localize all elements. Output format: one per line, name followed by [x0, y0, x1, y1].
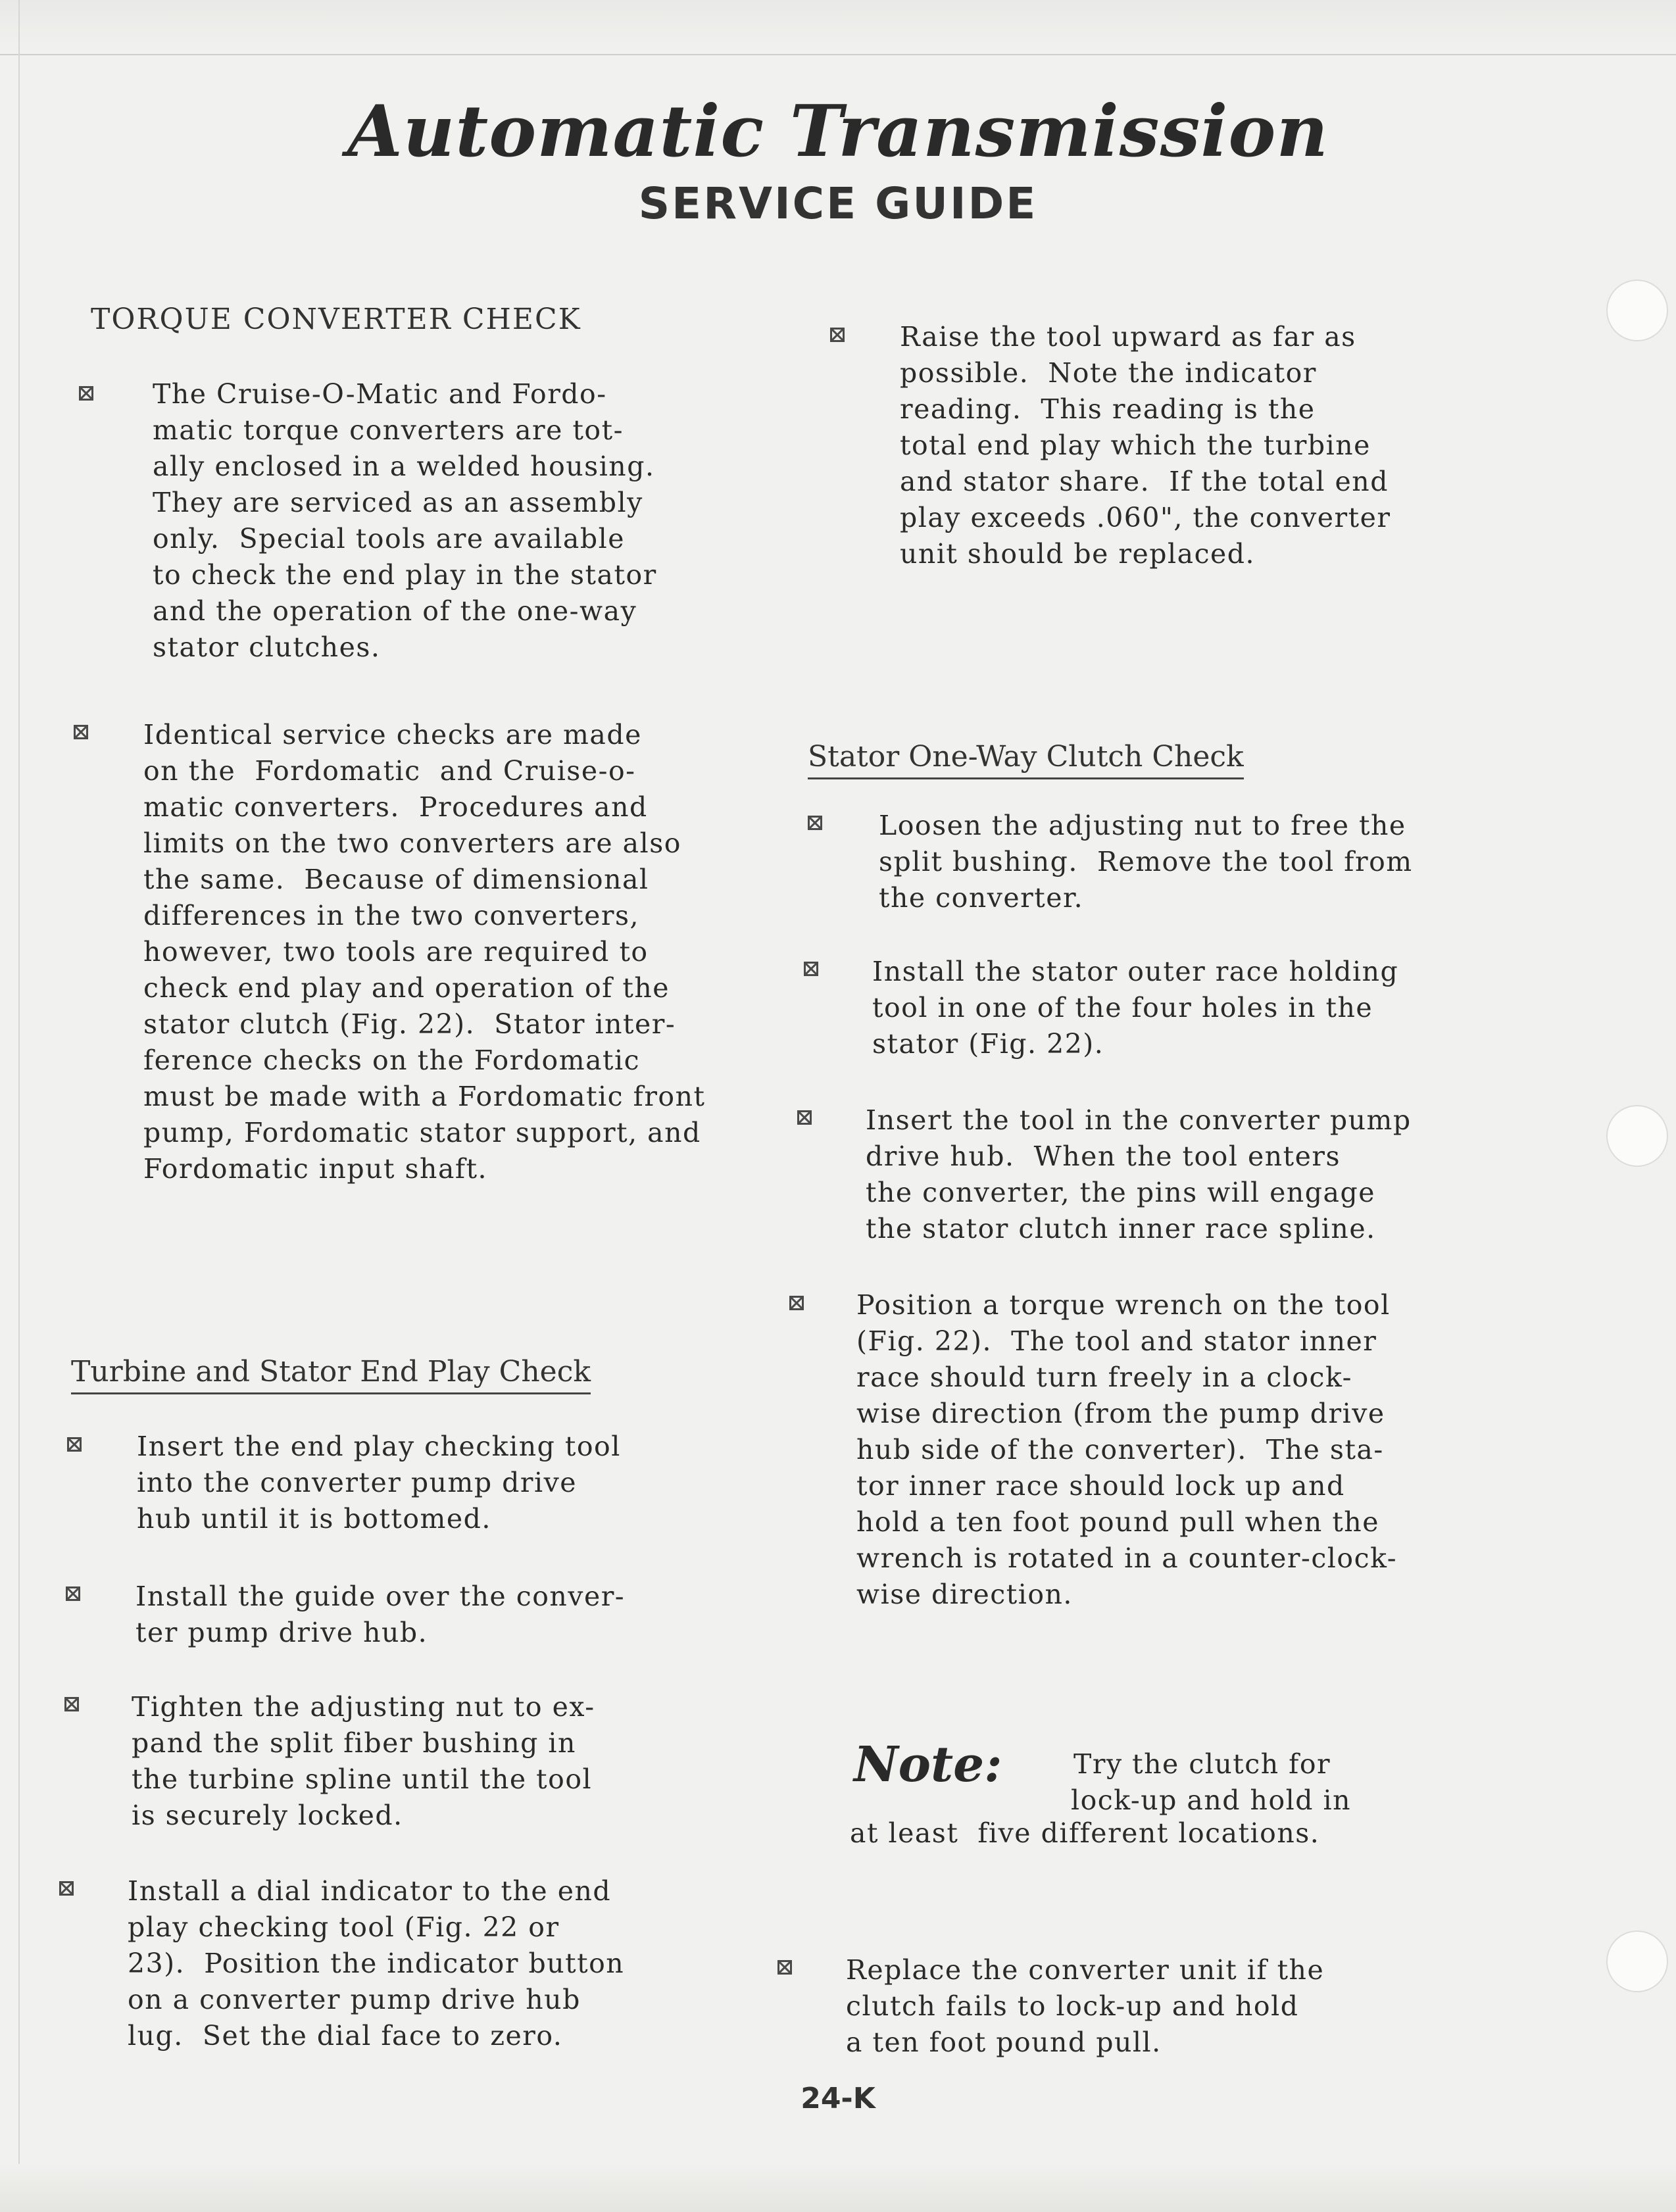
note-text-line-2: lock-up and hold in: [1071, 1784, 1352, 1816]
bullet-marker: [67, 1437, 82, 1452]
paragraph-install-guide: Install the guide over the conver- ter pump drive hub.: [136, 1581, 626, 1648]
bullet-marker: [74, 725, 88, 739]
bullet-marker: [79, 386, 93, 401]
bullet-marker: [804, 962, 818, 976]
binder-hole-bottom: [1606, 1930, 1668, 1992]
page-top-border: [0, 54, 1676, 55]
paragraph-replace-converter: Replace the converter unit if the clutch fails to lock-up and hold a ten foot pound pull.: [846, 1954, 1325, 2058]
bullet-marker: [64, 1697, 79, 1711]
page-bottom-edge: [0, 2164, 1676, 2212]
paragraph-install-holding-tool: Install the stator outer race holding tool in one of the four holes in the stator (Fig. 22).: [872, 956, 1399, 1060]
page-top-edge: [0, 0, 1676, 53]
paragraph-converter-intro: The Cruise-O-Matic and Fordo- matic torque converters are tot- ally enclosed in a welded housing. They are serviced as an assembly only. Special tools are available to check the end play in the stator and the operation of the one-way stator clutches.: [153, 378, 657, 663]
paragraph-position-torque-wrench: Position a torque wrench on the tool (Fig. 22). The tool and stator inner race should turn freely in a clock- wise direction (from the pump drive hub side of the converter). The sta- tor inner race should lock up and hold a ten foot pound pull when the wrench is rotated in a counter-clock- wise direction.: [856, 1289, 1398, 1610]
note-text-line-3: at least five different locations.: [850, 1817, 1320, 1849]
binder-hole-middle: [1606, 1105, 1668, 1167]
section-heading-end-play-check: Turbine and Stator End Play Check: [71, 1355, 591, 1394]
page-left-border: [18, 0, 20, 2212]
paragraph-loosen-nut: Loosen the adjusting nut to free the split bushing. Remove the tool from the converter.: [879, 810, 1413, 914]
note-label: Note:: [854, 1736, 1002, 1793]
bullet-marker: [66, 1586, 80, 1601]
bullet-marker: [59, 1881, 74, 1896]
bullet-marker: [777, 1960, 792, 1975]
section-heading-one-way-clutch-check: Stator One-Way Clutch Check: [808, 740, 1244, 779]
bullet-marker: [789, 1296, 804, 1310]
paragraph-tighten-nut: Tighten the adjusting nut to ex- pand the split fiber bushing in the turbine spline until the tool is securely locked.: [132, 1691, 595, 1831]
page-title: Automatic Transmission: [347, 90, 1329, 173]
paragraph-insert-end-play-tool: Insert the end play checking tool into the converter pump drive hub until it is bottomed.: [137, 1431, 621, 1535]
bullet-marker: [808, 816, 822, 830]
paragraph-insert-tool-hub: Insert the tool in the converter pump drive hub. When the tool enters the converter, the pins will engage the stator clutch inner race spline.: [866, 1104, 1412, 1244]
bullet-marker: [830, 328, 845, 342]
paragraph-identical-checks: Identical service checks are made on the Fordomatic and Cruise-o- matic converters. Procedures and limits on the two converters are also the same. Because of dimensional differences in the two converters, however, two tools are required to check end play and operation of the stator clutch (Fig. 22). Stator inter- ference checks on the Fordomatic must be made with a Fordomatic front pump, Fordomatic stator support, and Fordomatic input shaft.: [143, 719, 706, 1185]
page-subtitle: SERVICE GUIDE: [638, 178, 1038, 229]
paragraph-raise-tool: Raise the tool upward as far as possible. Note the indicator reading. This reading is the total end play which the turbine and stator share. If the total end play exceeds .060", the converter unit should be replaced.: [900, 321, 1391, 570]
bullet-marker: [797, 1110, 812, 1125]
paragraph-install-dial-indicator: Install a dial indicator to the end play checking tool (Fig. 22 or 23). Position the indicator button on a converter pump drive hub lug. Set the dial face to zero.: [128, 1875, 625, 2052]
section-heading-torque-converter-check: TORQUE CONVERTER CHECK: [91, 303, 581, 336]
page-number: 24-K: [801, 2082, 875, 2115]
page-header: [0, 86, 1676, 230]
binder-hole-top: [1606, 280, 1668, 341]
note-text-line-1: Try the clutch for: [1073, 1748, 1331, 1780]
